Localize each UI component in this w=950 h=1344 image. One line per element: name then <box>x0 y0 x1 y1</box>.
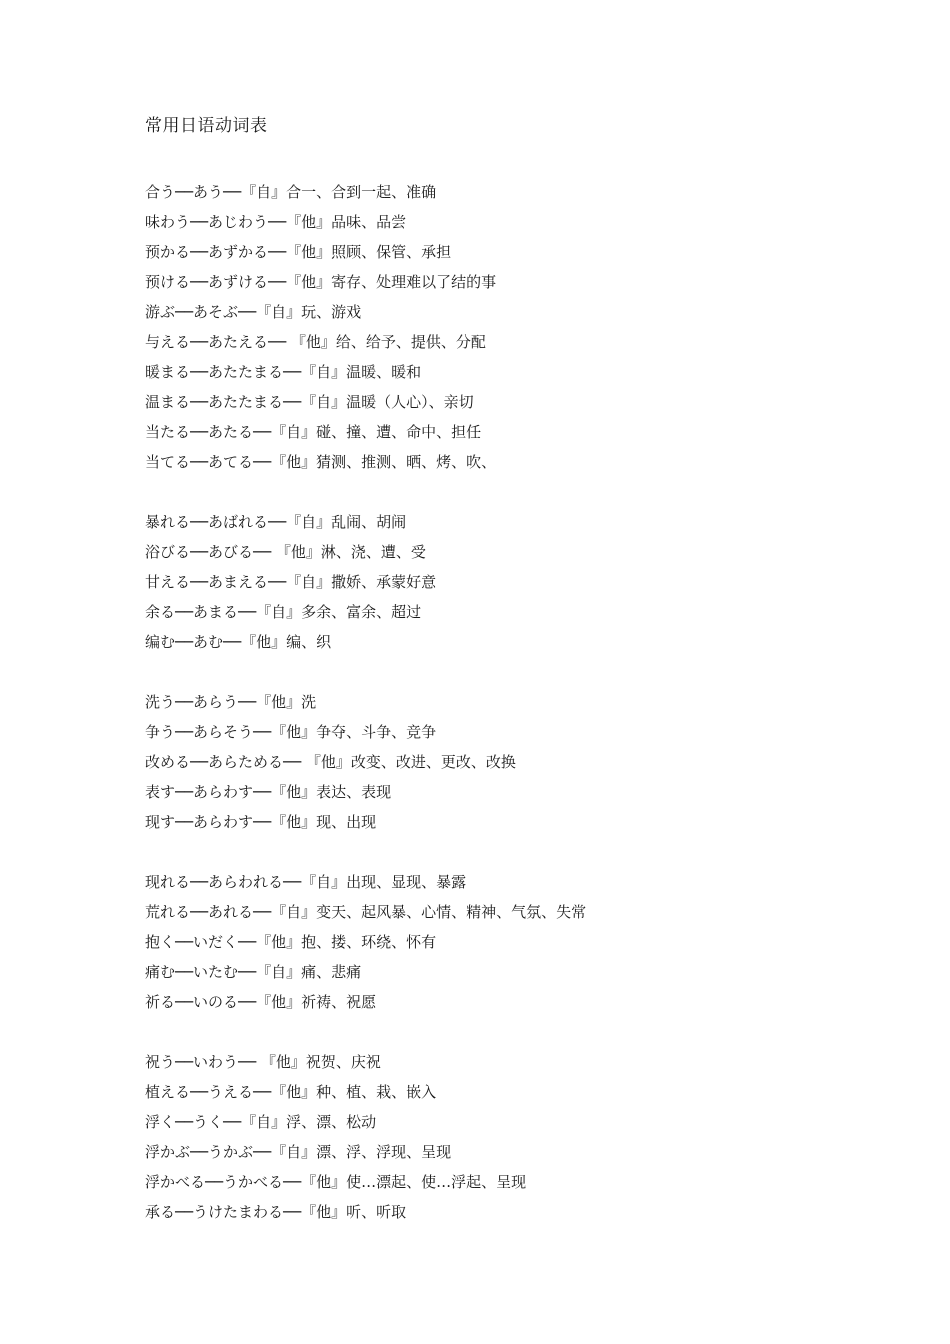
verb-entry: 祝う──いわう── 『他』祝贺、庆祝 <box>145 1053 381 1071</box>
verb-list <box>145 177 865 1257</box>
document-title: 常用日语动词表 <box>145 116 268 136</box>
verb-entry: 预ける──あずける──『他』寄存、处理难以了结的事 <box>145 273 497 291</box>
verb-entry: 温まる──あたたまる──『自』温暖（人心）、亲切 <box>145 393 474 411</box>
verb-entry: 浮かべる──うかべる──『他』使…漂起、使…浮起、呈现 <box>145 1173 527 1191</box>
verb-group <box>145 687 865 837</box>
verb-entry: 荒れる──あれる──『自』变天、起风暴、心情、精神、气氛、失常 <box>145 903 587 921</box>
verb-entry: 余る──あまる──『自』多余、富余、超过 <box>145 603 422 621</box>
verb-entry: 当たる──あたる──『自』碰、撞、遭、命中、担任 <box>145 423 482 441</box>
verb-entry: 浮く──うく──『自』浮、漂、松动 <box>145 1113 377 1131</box>
verb-entry: 当てる──あてる──『他』猜测、推测、晒、烤、吹、 <box>145 453 497 471</box>
verb-entry: 合う──あう──『自』合一、合到一起、准确 <box>145 183 437 201</box>
verb-entry: 痛む──いたむ──『自』痛、悲痛 <box>145 963 362 981</box>
verb-group <box>145 507 865 657</box>
verb-entry: 抱く──いだく──『他』抱、搂、环绕、怀有 <box>145 933 437 951</box>
verb-entry: 甘える──あまえる──『自』撒娇、承蒙好意 <box>145 573 437 591</box>
verb-entry: 祈る──いのる──『他』祈祷、祝愿 <box>145 993 377 1011</box>
verb-entry: 洗う──あらう──『他』洗 <box>145 693 317 711</box>
verb-entry: 浮かぶ──うかぶ──『自』漂、浮、浮现、呈现 <box>145 1143 452 1161</box>
verb-group <box>145 1047 865 1227</box>
verb-group <box>145 867 865 1017</box>
verb-entry: 改める──あらためる── 『他』改变、改进、更改、改换 <box>145 753 516 771</box>
verb-entry: 暖まる──あたたまる──『自』温暖、暖和 <box>145 363 422 381</box>
verb-entry: 浴びる──あびる── 『他』淋、浇、遭、受 <box>145 543 426 561</box>
verb-entry: 承る──うけたまわる──『他』听、听取 <box>145 1203 407 1221</box>
verb-entry: 现す──あらわす──『他』现、出现 <box>145 813 377 831</box>
verb-entry: 预かる──あずかる──『他』照顾、保管、承担 <box>145 243 452 261</box>
verb-entry: 争う──あらそう──『他』争夺、斗争、竞争 <box>145 723 437 741</box>
verb-group <box>145 177 865 477</box>
verb-entry: 与える──あたえる── 『他』给、给予、提供、分配 <box>145 333 486 351</box>
verb-entry: 植える──うえる──『他』种、植、栽、嵌入 <box>145 1083 437 1101</box>
verb-entry: 表す──あらわす──『他』表达、表现 <box>145 783 392 801</box>
verb-entry: 游ぶ──あそぶ──『自』玩、游戏 <box>145 303 362 321</box>
verb-entry: 现れる──あらわれる──『自』出现、显现、暴露 <box>145 873 467 891</box>
verb-entry: 味わう──あじわう──『他』品味、品尝 <box>145 213 407 231</box>
verb-entry: 暴れる──あばれる──『自』乱闹、胡闹 <box>145 513 407 531</box>
verb-entry: 编む──あむ──『他』编、织 <box>145 633 332 651</box>
